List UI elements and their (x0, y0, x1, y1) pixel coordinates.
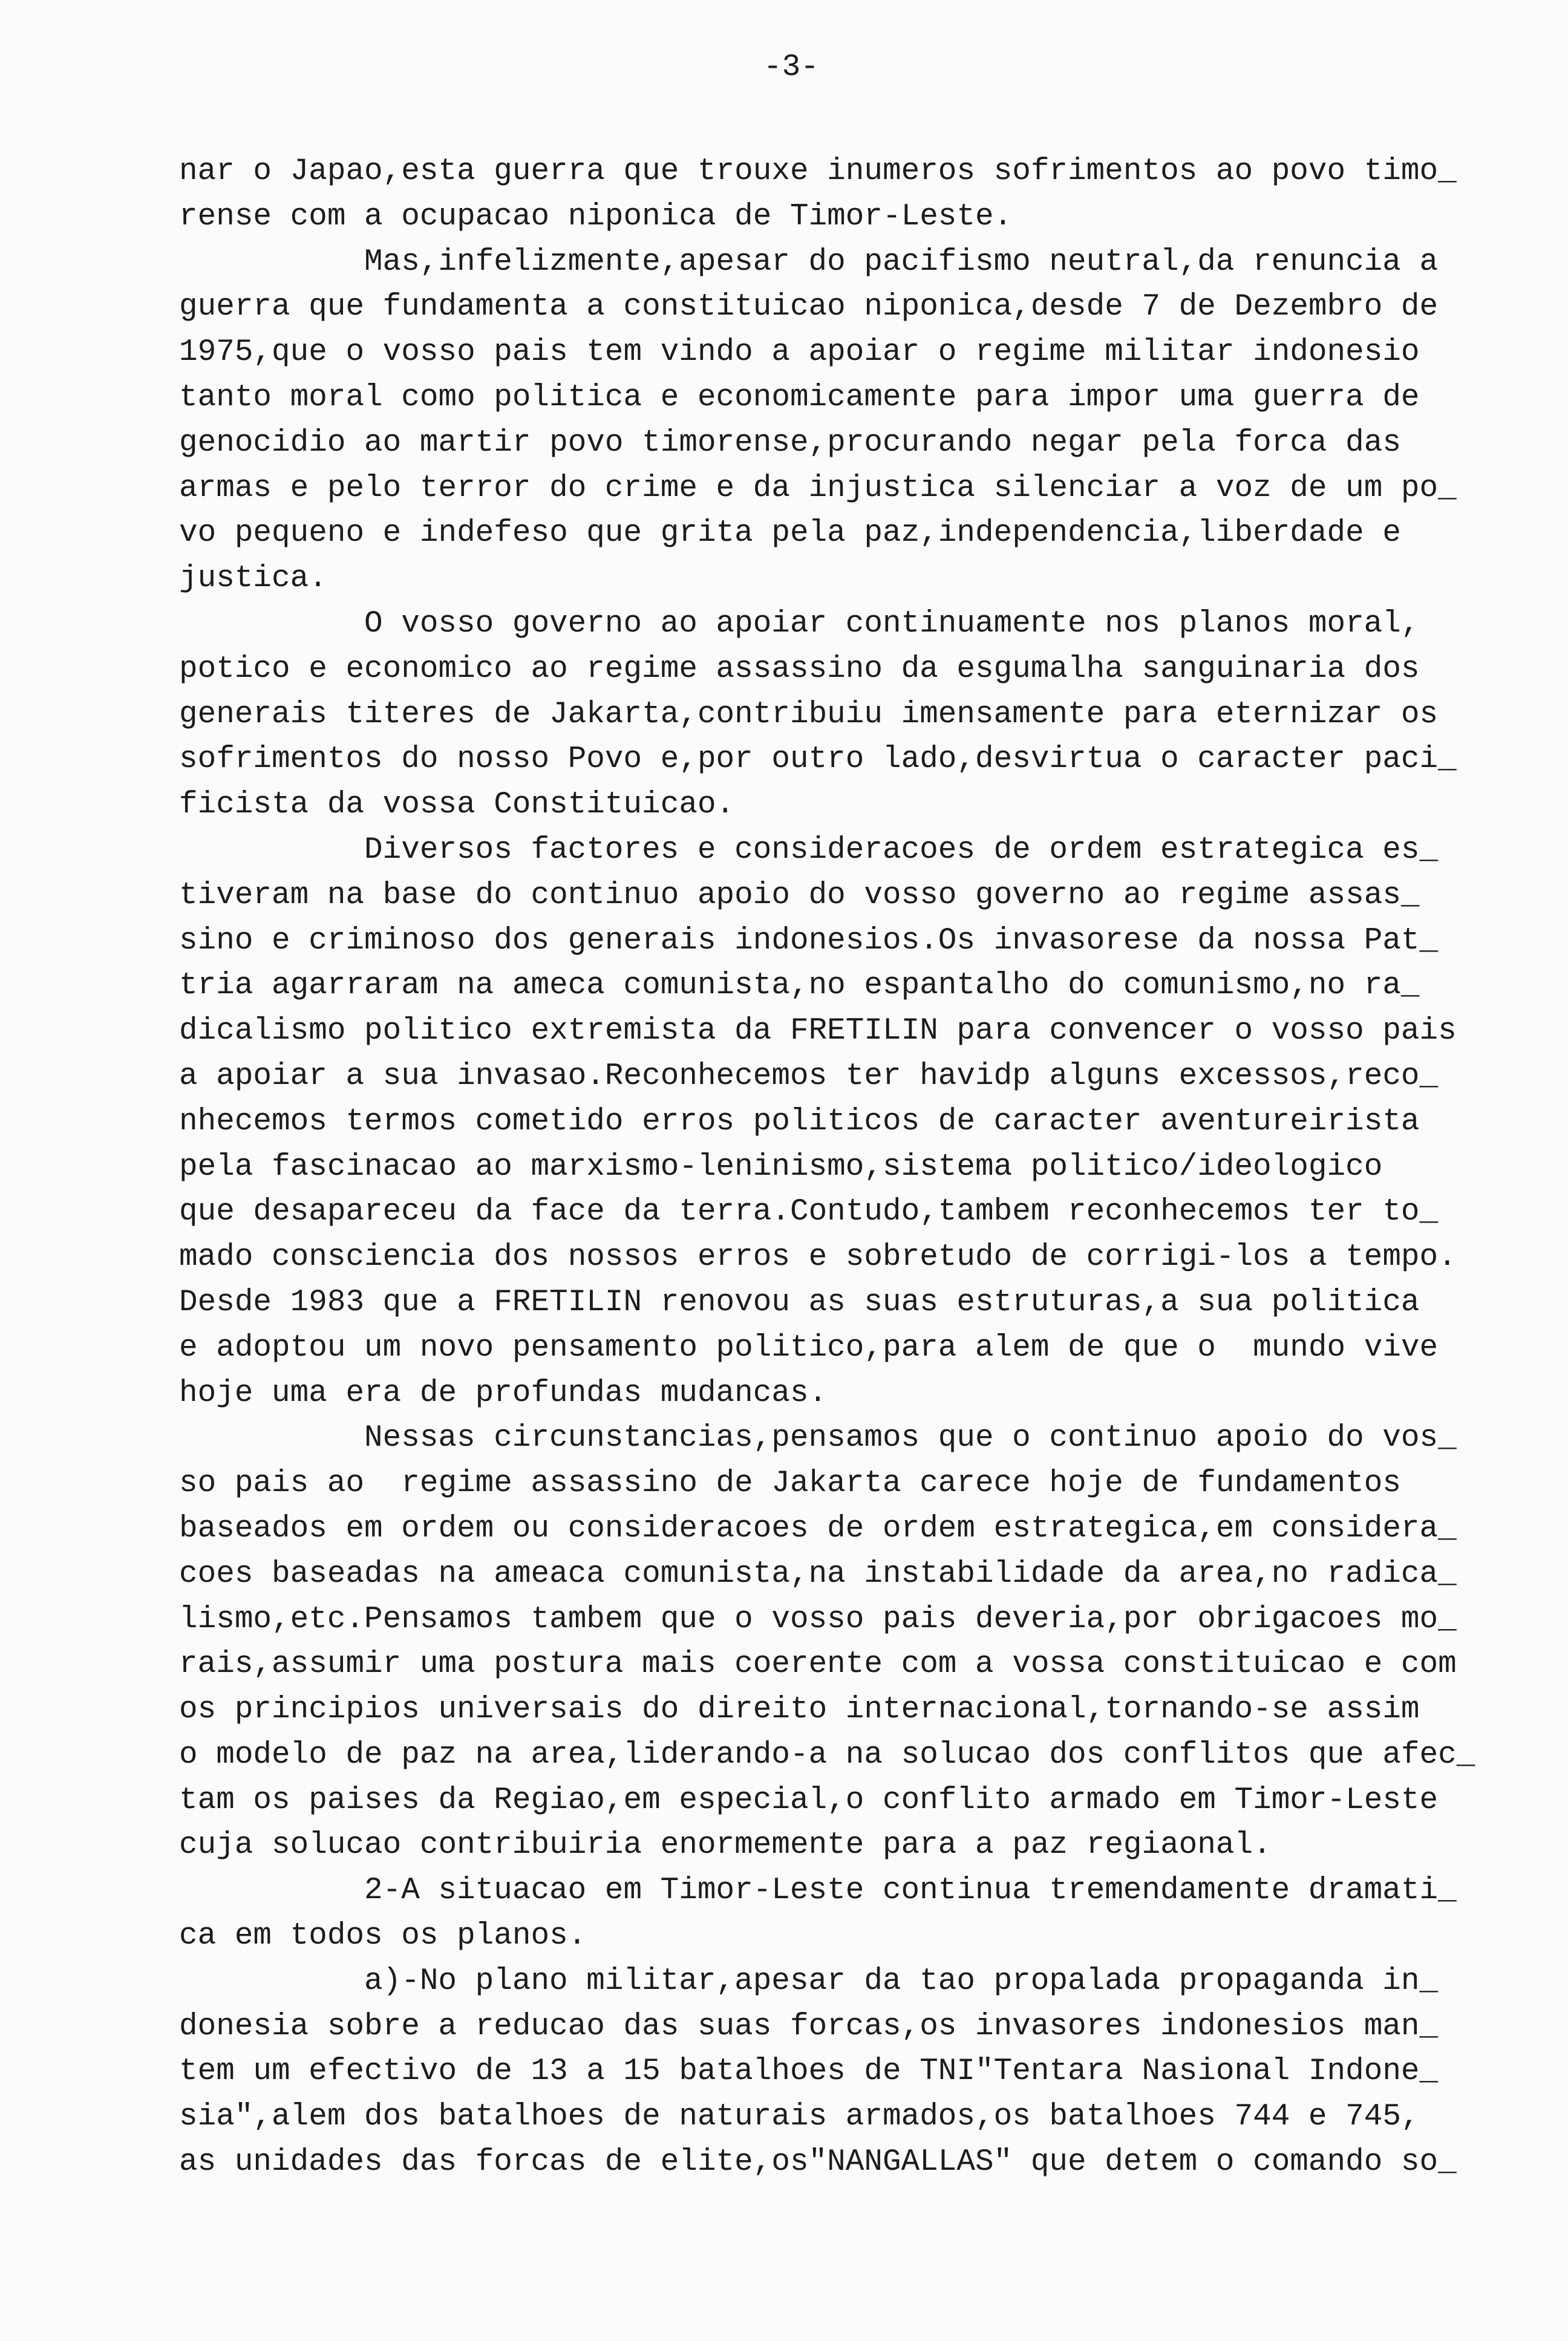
text-line: tiveram na base do continuo apoio do vosso governo ao regime assas_ (179, 878, 1420, 913)
text-line: rais,assumir uma postura mais coerente com a vossa constituicao e com (179, 1647, 1457, 1682)
text-line: baseados em ordem ou consideracoes de ordem estrategica,em considera_ (179, 1511, 1457, 1546)
text-line: coes baseadas na ameaca comunista,na instabilidade da area,no radica_ (179, 1556, 1457, 1592)
text-line: a)-No plano militar,apesar da tao propalada propaganda in_ (364, 1964, 1439, 1999)
text-line: 2-A situacao em Timor-Leste continua tremendamente dramati_ (364, 1873, 1457, 1908)
text-line: Mas,infelizmente,apesar do pacifismo neutral,da renuncia a (364, 244, 1439, 279)
text-line: a apoiar a sua invasao.Reconhecemos ter havidp alguns excessos,reco_ (179, 1059, 1439, 1094)
text-line: mado consciencia dos nossos erros e sobretudo de corrigi-los a tempo. (179, 1240, 1457, 1275)
text-line: justica. (179, 561, 327, 596)
text-line: vo pequeno e indefeso que grita pela paz,independencia,liberdade e (179, 516, 1401, 551)
text-line: rense com a ocupacao niponica de Timor-Leste. (179, 199, 1013, 234)
text-line: pela fascinacao ao marxismo-leninismo,sistema politico/ideologico (179, 1149, 1383, 1184)
text-line: o modelo de paz na area,liderando-a na solucao dos conflitos que afec_ (179, 1737, 1475, 1772)
text-line: Diversos factores e consideracoes de ordem estrategica es_ (364, 832, 1439, 867)
text-line: O vosso governo ao apoiar continuamente nos planos moral, (364, 606, 1420, 641)
text-line: guerra que fundamenta a constituicao niponica,desde 7 de Dezembro de (179, 290, 1439, 325)
text-line: generais titeres de Jakarta,contribuiu imensamente para eternizar os (179, 697, 1439, 732)
document-body (179, 149, 1510, 2186)
text-line: hoje uma era de profundas mudancas. (179, 1376, 828, 1411)
text-line: ficista da vossa Constituicao. (179, 788, 735, 823)
text-line: Desde 1983 que a FRETILIN renovou as suas estruturas,a sua politica (179, 1285, 1420, 1320)
text-line: tanto moral como politica e economicamente para impor uma guerra de (179, 380, 1420, 415)
text-line: tam os paises da Regiao,em especial,o conflito armado em Timor-Leste (179, 1783, 1439, 1818)
text-line: tem um efectivo de 13 a 15 batalhoes de TNI"Tentara Nasional Indone_ (179, 2054, 1439, 2089)
text-line: nhecemos termos cometido erros politicos de caracter aventureirista (179, 1104, 1420, 1139)
text-line: cuja solucao contribuiria enormemente para a paz regiaonal. (179, 1828, 1272, 1863)
text-line: sino e criminoso dos generais indonesios.Os invasorese da nossa Pat_ (179, 923, 1439, 958)
text-line: dicalismo politico extremista da FRETILIN para convencer o vosso pais (179, 1014, 1457, 1049)
text-line: que desapareceu da face da terra.Contudo,tambem reconhecemos ter to_ (179, 1195, 1439, 1230)
text-line: genocidio ao martir povo timorense,procurando negar pela forca das (179, 425, 1401, 460)
text-line: tria agarraram na ameca comunista,no espantalho do comunismo,no ra_ (179, 968, 1420, 1004)
text-line: os principios universais do direito internacional,tornando-se assim (179, 1693, 1420, 1728)
text-line: sofrimentos do nosso Povo e,por outro lado,desvirtua o caracter paci_ (179, 742, 1457, 777)
text-line: armas e pelo terror do crime e da injustica silenciar a voz de um po_ (179, 471, 1457, 506)
text-line: Nessas circunstancias,pensamos que o continuo apoio do vos_ (364, 1421, 1457, 1456)
page-number: -3- (763, 50, 819, 85)
text-line: 1975,que o vosso pais tem vindo a apoiar o regime militar indonesio (179, 335, 1420, 370)
text-line: e adoptou um novo pensamento politico,para alem de que o mundo vive (179, 1330, 1439, 1365)
text-line: donesia sobre a reducao das suas forcas,os invasores indonesios man_ (179, 2009, 1439, 2044)
text-line: so pais ao regime assassino de Jakarta carece hoje de fundamentos (179, 1466, 1401, 1501)
text-line: potico e economico ao regime assassino da esgumalha sanguinaria dos (179, 651, 1420, 687)
text-line: sia",alem dos batalhoes de naturais armados,os batalhoes 744 e 745, (179, 2100, 1420, 2135)
text-line: ca em todos os planos. (179, 1919, 587, 1954)
text-line: as unidades das forcas de elite,os"NANGALLAS" que detem o comando so_ (179, 2145, 1457, 2180)
text-line: nar o Japao,esta guerra que trouxe inumeros sofrimentos ao povo timo_ (179, 154, 1457, 189)
text-line: lismo,etc.Pensamos tambem que o vosso pais deveria,por obrigacoes mo_ (179, 1602, 1457, 1637)
